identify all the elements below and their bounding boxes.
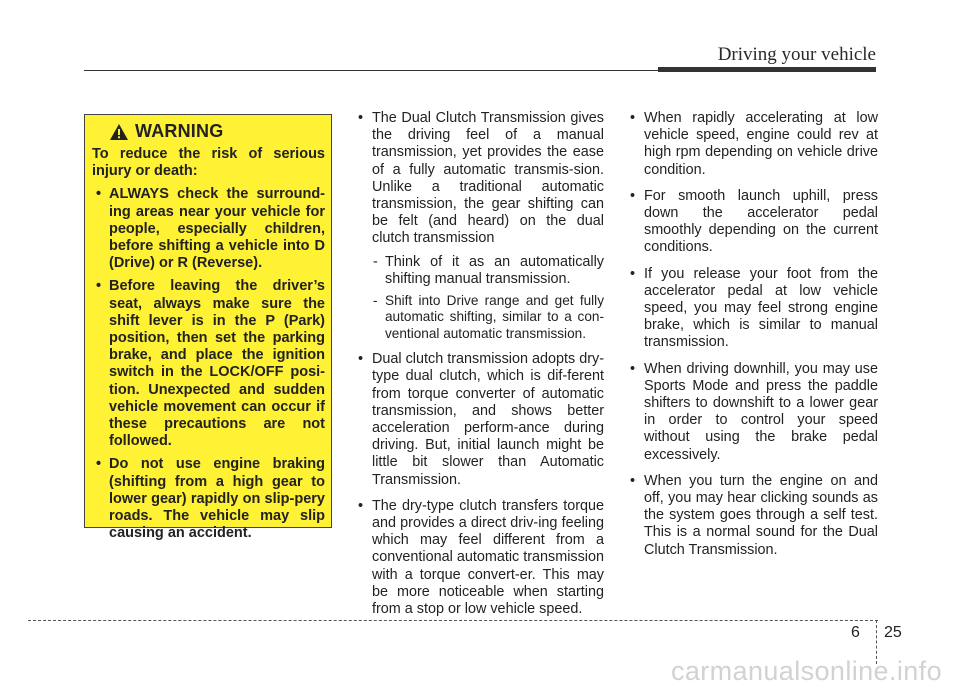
list-item-text: The Dual Clutch Transmission gives the driving feel of a manual transmission, yet provides the ease of a fully automatic transmis-sion. Unlike a traditional automatic transmission, the gear shifting can be felt (and heard) on the dual clutch transmission <box>372 110 604 247</box>
sublist-item: - Think of it as an automatically shifting manual transmission. <box>372 254 604 288</box>
warning-item: • Before leaving the driver’s seat, always make sure the shift lever is in the P (Park) position, then set the parking brake, and place the ignition switch in the LOCK/OFF posi-tion. Unexpected and sudden vehicle movement can occur if these precautions are not followed. <box>92 278 325 450</box>
footer-divider <box>28 620 878 621</box>
warning-heading <box>109 123 325 141</box>
watermark-text: carmanualsonline.info <box>670 656 942 686</box>
warning-box <box>84 114 332 542</box>
list-item: • For smooth launch uphill, press down the accelerator pedal smoothly depending on the current conditions. <box>628 188 878 257</box>
list-item: • When you turn the engine on and off, you may hear clicking sounds as the system goes through a self test. This is a normal sound for the Dual Clutch Transmission. <box>628 473 878 559</box>
chapter-number: 6 <box>851 624 860 641</box>
warning-triangle-icon <box>109 123 129 141</box>
warning-intro: To reduce the risk of serious injury or death: <box>92 146 325 180</box>
list-item: • When driving downhill, you may use Sports Mode and press the paddle shifters to downshift to a lower gear in order to control your speed without using the brake pedal excessively. <box>628 361 878 464</box>
list-item: • When rapidly accelerating at low vehicle speed, engine could rev at high rpm depending on vehicle drive condition. <box>628 110 878 179</box>
dash-sublist <box>372 254 604 343</box>
list-item: • If you release your foot from the accelerator pedal at low vehicle speed, you may feel strong engine brake, which is similar to manual transmission. <box>628 266 878 352</box>
header-rule <box>84 70 664 71</box>
warning-item: • ALWAYS check the surround-ing areas near your vehicle for people, especially children, before shifting a vehicle into D (Drive) or R (Reverse). <box>92 186 325 272</box>
list-item: • The dry-type clutch transfers torque and provides a direct driv-ing feeling which may feel different from a conventional automatic transmission with a torque convert-er. This may be more noticeable when starting from a stop or low vehicle speed. <box>356 498 604 618</box>
warning-item: • Do not use engine braking (shifting from a high gear to lower gear) rapidly on slip-pery roads. The vehicle may slip causing an accident. <box>92 456 325 542</box>
header-rule-accent <box>658 67 876 72</box>
warning-title: WARNING <box>135 121 224 142</box>
warning-list <box>92 186 325 542</box>
list-item: • Dual clutch transmission adopts dry-type dual clutch, which is dif-ferent from torque converter of automatic transmission, and shows better acceleration perform-ance during driving. But, initial launch might be little bit slower than Automatic Transmission. <box>356 351 604 489</box>
list-item <box>356 110 604 342</box>
right-bullet-list <box>628 110 878 559</box>
sublist-item: - Shift into Drive range and get fully automatic shifting, similar to a con-ventional automatic transmission. <box>372 293 604 342</box>
page-number: 25 <box>884 624 902 641</box>
middle-column <box>356 110 604 627</box>
middle-bullet-list <box>356 110 604 618</box>
page-header-title: Driving your vehicle <box>717 44 876 65</box>
right-column <box>628 110 878 568</box>
